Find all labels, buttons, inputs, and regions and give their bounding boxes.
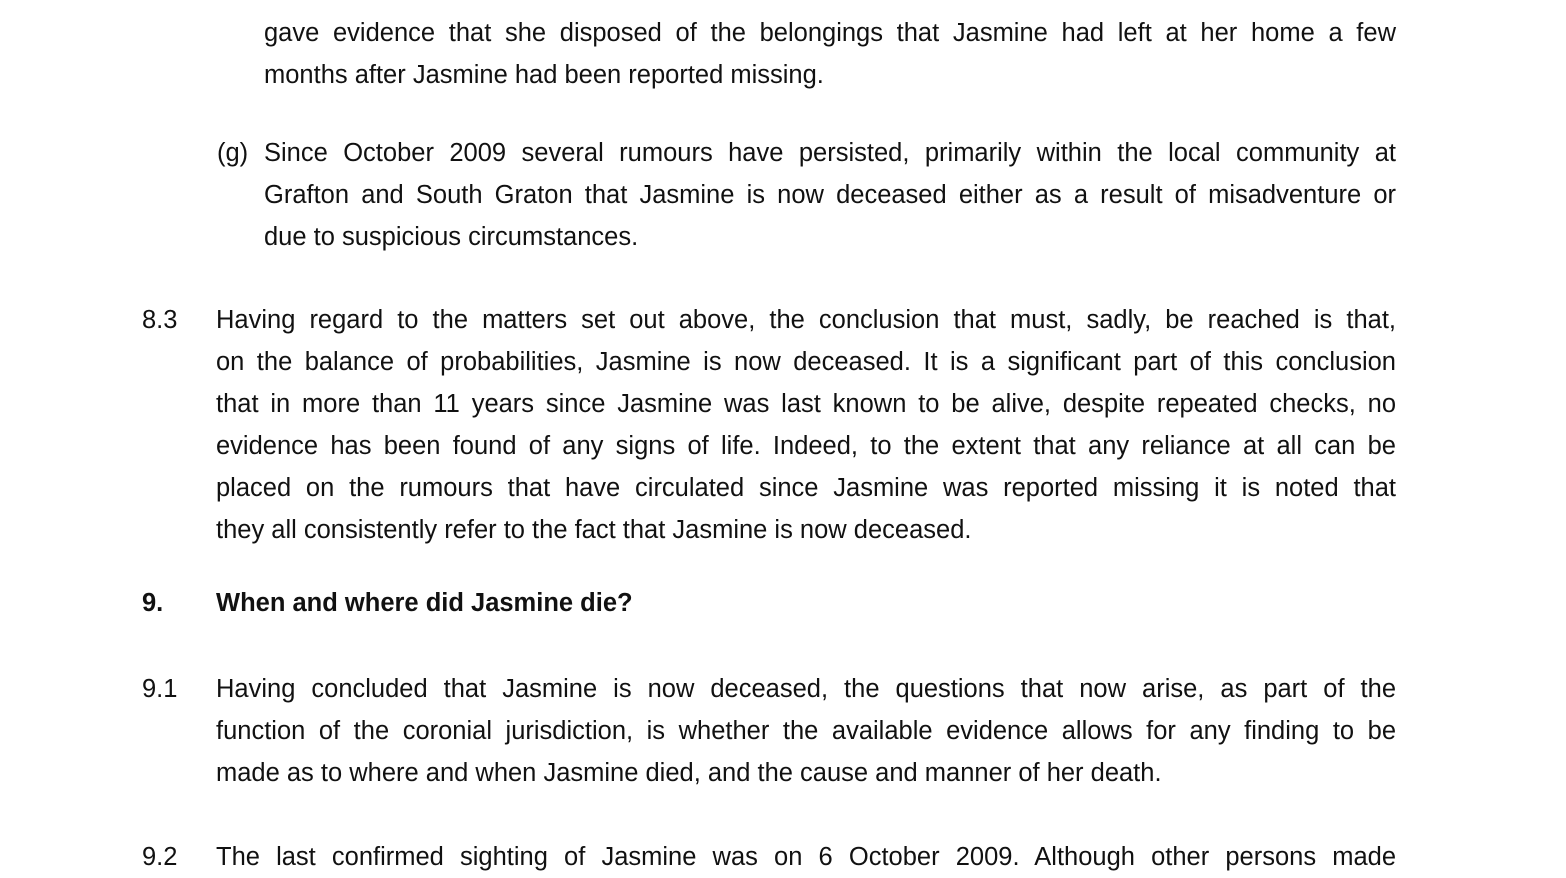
para-9-2-number: 9.2 <box>142 843 178 871</box>
item-g-line-3: due to suspicious circumstances. <box>264 223 639 251</box>
item-g-line-2: Grafton and South Graton that Jasmine is now deceased either as a result of misadventure or <box>264 181 1396 209</box>
para-8-3-line-4: evidence has been found of any signs of life. Indeed, to the extent that any reliance at all can be <box>216 432 1396 460</box>
para-8-3-line-2: on the balance of probabilities, Jasmine is now deceased. It is a significant part of this conclusion <box>216 348 1396 376</box>
para-9-2-line-1: The last confirmed sighting of Jasmine was on 6 October 2009. Although other persons made <box>216 843 1396 871</box>
para-9-1-line-1: Having concluded that Jasmine is now deceased, the questions that now arise, as part of the <box>216 675 1396 703</box>
para-9-1-line-2: function of the coronial jurisdiction, is whether the available evidence allows for any finding to be <box>216 717 1396 745</box>
section-9-heading: When and where did Jasmine die? <box>216 589 633 617</box>
para-8-3-number: 8.3 <box>142 306 178 334</box>
continuation-line-1: gave evidence that she disposed of the belongings that Jasmine had left at her home a few <box>264 19 1396 47</box>
para-9-1-number: 9.1 <box>142 675 178 703</box>
continuation-line-2: months after Jasmine had been reported missing. <box>264 61 824 89</box>
item-g-label: (g) <box>217 139 249 167</box>
para-8-3-line-3: that in more than 11 years since Jasmine was last known to be alive, despite repeated checks, no <box>216 390 1396 418</box>
para-9-1-line-3: made as to where and when Jasmine died, and the cause and manner of her death. <box>216 759 1162 787</box>
section-9-number: 9. <box>142 589 164 617</box>
para-8-3-line-5: placed on the rumours that have circulated since Jasmine was reported missing it is noted that <box>216 474 1396 502</box>
para-8-3-line-1: Having regard to the matters set out above, the conclusion that must, sadly, be reached is that, <box>216 306 1396 334</box>
para-8-3-line-6: they all consistently refer to the fact that Jasmine is now deceased. <box>216 516 972 544</box>
item-g-line-1: Since October 2009 several rumours have persisted, primarily within the local community at <box>264 139 1396 167</box>
